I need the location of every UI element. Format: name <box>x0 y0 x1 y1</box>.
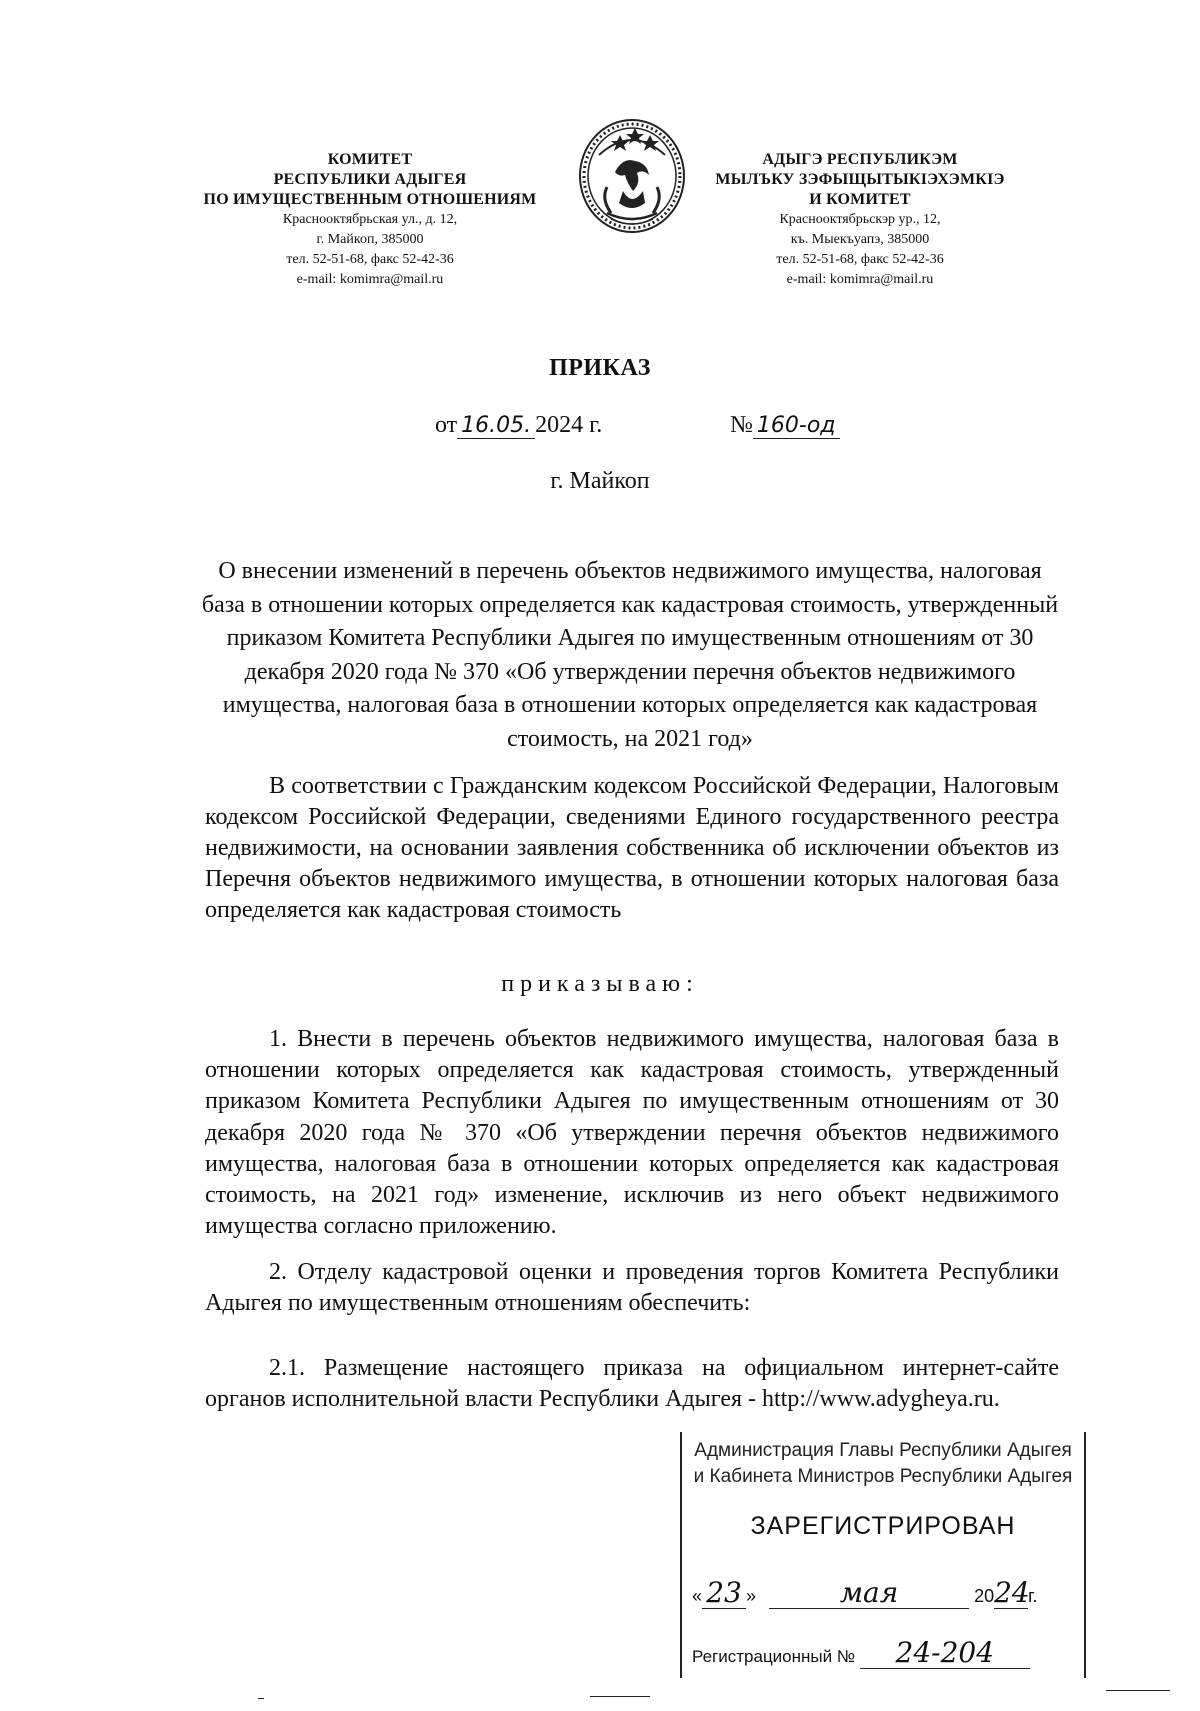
preamble-paragraph: В соответствии с Гражданским кодексом Российской Федерации, Налоговым кодексом Российской Федерации, сведениями Единого государственного реестра недвижимости, на основании заявления собственника об исключении объектов из Перечня объектов недвижимого имущества, в отношении которых налоговая база определяется как кадастровая стоимость <box>205 773 1059 923</box>
divider <box>590 1696 650 1697</box>
handwritten-number: 160-од <box>753 414 840 439</box>
org-name-line: МЫЛЪКУ ЗЭФЫЩЫТЫКIЭХЭМКIЭ <box>715 171 1005 188</box>
org-name-line: ПО ИМУЩЕСТВЕННЫМ ОТНОШЕНИЯМ <box>203 191 537 208</box>
org-address: Краснооктябрьскэр ур., 12, <box>779 212 941 227</box>
year-prefix: 20 <box>974 1586 995 1606</box>
order-word: приказываю: <box>501 971 699 997</box>
date-prefix: от <box>435 412 458 438</box>
city: г. Майкоп <box>550 468 650 494</box>
stamp-authority-line: и Кабинета Министров Республики Адыгея <box>693 1466 1073 1487</box>
org-email: e-mail: komimra@mail.ru <box>786 272 934 287</box>
handwritten-day: 23 <box>702 1578 746 1609</box>
org-email: e-mail: komimra@mail.ru <box>296 272 444 287</box>
date-year: 2024 г. <box>535 412 603 438</box>
header-left <box>190 150 550 290</box>
year-suffix: г. <box>1028 1586 1038 1606</box>
coat-of-arms-icon <box>577 117 687 235</box>
org-name-line: РЕСПУБЛИКИ АДЫГЕЯ <box>273 171 467 188</box>
document-title: ПРИКАЗ <box>549 355 651 381</box>
stamp-registered: ЗАРЕГИСТРИРОВАН <box>750 1512 1016 1540</box>
order-subject: О внесении изменений в перечень объектов недвижимого имущества, налоговая база в отношении которых определяется как кадастровая стоимость, утвержденный приказом Комитета Республики Адыгея по имущественным отношениям от 30 декабря 2020 года № 370 «Об утверждении перечня объектов недвижимого имущества, налоговая база в отношении которых определяется как кадастровая стоимость, на 2021 год» <box>201 558 1059 752</box>
divider <box>1106 1690 1170 1691</box>
registration-stamp <box>680 1432 1086 1678</box>
stamp-date <box>692 1578 1082 1609</box>
org-city: г. Майкоп, 385000 <box>316 232 424 247</box>
org-name-line: КОМИТЕТ <box>327 151 413 168</box>
quote-close: » <box>746 1586 757 1606</box>
org-city: къ. Мыекъуапэ, 385000 <box>790 232 930 247</box>
org-name-line: АДЫГЭ РЕСПУБЛИКЭМ <box>762 151 958 168</box>
number-prefix: № <box>730 412 753 438</box>
quote-open: « <box>692 1586 703 1606</box>
header-right <box>700 150 1020 290</box>
item-2-1-paragraph: 2.1. Размещение настоящего приказа на официальном интернет-сайте органов исполнительной власти Республики Адыгея - http://www.adygheya.ru. <box>205 1355 1059 1412</box>
org-phone: тел. 52-51-68, факс 52-42-36 <box>286 252 454 267</box>
org-address: Краснооктябрьская ул., д. 12, <box>282 212 458 227</box>
item-1-paragraph: 1. Внести в перечень объектов недвижимого имущества, налоговая база в отношении которых определяется как кадастровая стоимость, утвержденный приказом Комитета Республики Адыгея по имущественным отношениям от 30 декабря 2020 года № 370 «Об утверждении перечня объектов недвижимого имущества, налоговая база в отношении которых определяется как кадастровая стоимость, на 2021 год» изменение, исключив из него объект недвижимого имущества согласно приложению. <box>205 1026 1059 1240</box>
reg-label: Регистрационный № <box>692 1647 856 1666</box>
order-date <box>435 412 602 439</box>
stamp-registration-number <box>692 1638 1082 1669</box>
handwritten-year: 24 <box>994 1576 1030 1609</box>
org-phone: тел. 52-51-68, факс 52-42-36 <box>776 252 944 267</box>
divider <box>258 1698 264 1699</box>
handwritten-reg-number: 24-204 <box>860 1638 1030 1669</box>
stamp-authority <box>682 1438 1084 1490</box>
handwritten-date: 16.05. <box>457 414 535 439</box>
handwritten-month: мая <box>769 1578 969 1609</box>
item-2-paragraph: 2. Отделу кадастровой оценки и проведения торгов Комитета Республики Адыгея по имущественным отношениям обеспечить: <box>205 1259 1059 1316</box>
stamp-authority-line: Администрация Главы Республики Адыгея <box>694 1440 1072 1461</box>
org-name-line: И КОМИТЕТ <box>809 191 911 208</box>
order-number <box>730 412 840 439</box>
